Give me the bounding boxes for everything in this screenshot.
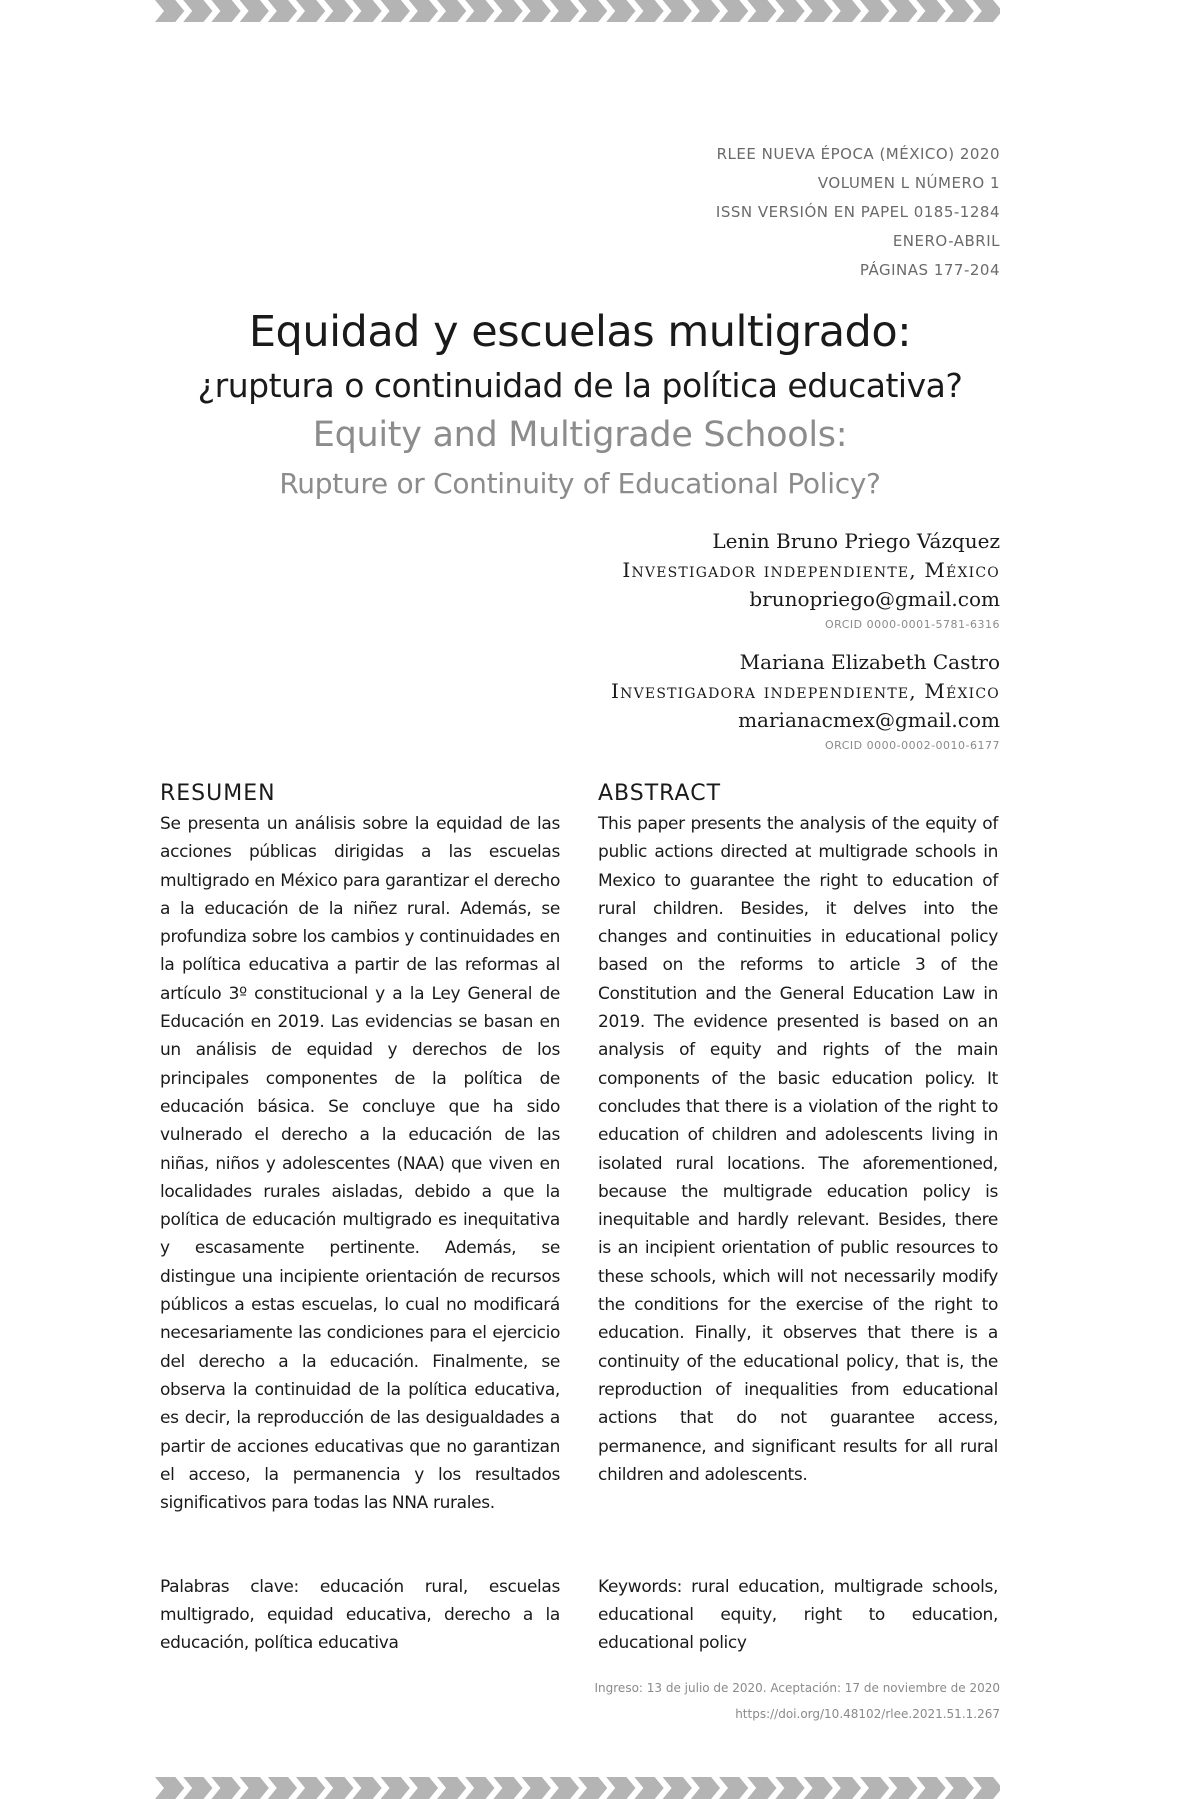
journal-volume: VOLUMEN L NÚMERO 1: [817, 174, 1000, 192]
border-chevron: [465, 1777, 494, 1799]
border-chevron: [409, 1777, 438, 1799]
author-email[interactable]: marianacmex@gmail.com: [738, 708, 1000, 732]
border-chevron: [578, 0, 607, 22]
border-chevron: [860, 1777, 889, 1799]
footer-info: [595, 1675, 1001, 1727]
border-chevron: [945, 0, 974, 22]
border-chevron: [916, 1777, 945, 1799]
border-chevron: [352, 1777, 381, 1799]
article-titles: [0, 304, 1160, 508]
border-chevron: [211, 0, 240, 22]
author-affiliation: Investigadora independiente, México: [611, 679, 1000, 703]
title-spanish: Equidad y escuelas multigrado:: [248, 307, 912, 357]
border-chevron: [183, 0, 212, 22]
border-chevron: [804, 1777, 833, 1799]
border-chevron: [578, 1777, 607, 1799]
author-block: [622, 527, 1000, 636]
journal-name: RLEE NUEVA ÉPOCA (MÉXICO) 2020: [716, 145, 1000, 163]
bottom-decorative-border: [155, 1777, 1000, 1799]
border-chevron: [493, 1777, 522, 1799]
border-chevron: [888, 0, 917, 22]
palabras-clave: Palabras clave: educación rural, escuelas multigrado, equidad educativa, derecho a la educación, política educativa: [160, 1577, 560, 1653]
author-email[interactable]: brunopriego@gmail.com: [749, 587, 1000, 611]
border-chevron: [945, 1777, 974, 1799]
border-chevron: [691, 1777, 720, 1799]
resumen-heading: RESUMEN: [160, 781, 276, 806]
border-chevron: [973, 0, 1000, 22]
border-chevron: [296, 0, 325, 22]
journal-issn: ISSN VERSIÓN EN PAPEL 0185-1284: [715, 203, 1000, 221]
border-chevron: [268, 0, 297, 22]
title-english: Equity and Multigrade Schools:: [312, 415, 848, 455]
border-chevron: [916, 0, 945, 22]
abstract-section: [598, 778, 998, 1489]
border-chevron: [663, 0, 692, 22]
border-chevron: [211, 1777, 240, 1799]
border-chevron: [550, 0, 579, 22]
border-chevron: [155, 1777, 184, 1799]
abstract-text: This paper presents the analysis of the equity of public actions directed at multigrade schools in Mexico to guarantee the right to education of rural children. Besides, it delves into the changes and continuities in educational policy based on the reforms to article 3 of the Constitution and the General Education Law in 2019. The evidence presented is based on an analysis of equity and rights of the main components of the basic education policy. It concludes that there is a violation of the right to education of children and adolescents living in isolated rural locations. The aforementioned, because the multigrade education policy is inequitable and hardly relevant. Besides, there is an incipient orientation of public resources to these schools, which will not necessarily modify the conditions for the exercise of the right to education. Finally, it observes that there is a continuity of the educational policy, that is, the reproduction of inequalities from educational actions that do not guarantee access, permanence, and significant results for all rural children and adolescents.: [598, 814, 998, 1485]
border-chevron: [437, 0, 466, 22]
border-chevron: [804, 0, 833, 22]
abstract-heading: ABSTRACT: [598, 781, 722, 806]
border-chevron: [324, 0, 353, 22]
border-chevron: [352, 0, 381, 22]
author-name: Mariana Elizabeth Castro: [739, 650, 1000, 674]
border-chevron: [832, 1777, 861, 1799]
border-chevron: [691, 0, 720, 22]
border-chevron: [381, 0, 410, 22]
border-chevron: [381, 1777, 410, 1799]
border-chevron: [183, 1777, 212, 1799]
border-chevron: [522, 0, 551, 22]
subtitle-spanish: ¿ruptura o continuidad de la política educativa?: [197, 366, 963, 405]
border-chevron: [747, 0, 776, 22]
border-chevron: [409, 0, 438, 22]
border-chevron: [155, 0, 184, 22]
border-chevron: [973, 1777, 1000, 1799]
author-orcid[interactable]: ORCID 0000-0001-5781-6316: [824, 618, 1000, 631]
border-chevron: [324, 1777, 353, 1799]
border-chevron: [493, 0, 522, 22]
border-chevron: [550, 1777, 579, 1799]
border-chevron: [832, 0, 861, 22]
keywords: Keywords: rural education, multigrade schools, educational equity, right to education, educational policy: [598, 1577, 998, 1653]
border-chevron: [437, 1777, 466, 1799]
border-chevron: [775, 1777, 804, 1799]
border-chevron: [240, 1777, 269, 1799]
border-chevron: [634, 1777, 663, 1799]
resumen-text: Se presenta un análisis sobre la equidad de las acciones públicas dirigidas a las escuelas multigrado en México para garantizar el derecho a la educación de la niñez rural. Además, se profundiza sobre los cambios y continuidades en la política educativa a partir de las reformas al artículo 3º constitucional y a la Ley General de Educación en 2019. Las evidencias se basan en un análisis de equidad y derechos de los principales componentes de la política de educación básica. Se concluye que ha sido vulnerado el derecho a la educación de las niñas, niños y adolescentes (NAA) que viven en localidades rurales aisladas, debido a que la política de educación multigrado es inequitativa y escasamente pertinente. Además, se distingue una incipiente orientación de recursos públicos a estas escuelas, lo cual no modificará necesariamente las condiciones para el ejercicio del derecho a la educación. Finalmente, se observa la continuidad de la política educativa, es decir, la reproducción de las desigualdades a partir de acciones educativas que no garantizan el acceso, la permanencia y los resultados significativos para todas las NNA rurales.: [160, 814, 560, 1514]
border-chevron: [860, 0, 889, 22]
border-chevron: [522, 1777, 551, 1799]
border-chevron: [719, 0, 748, 22]
border-chevron: [240, 0, 269, 22]
journal-header: [716, 140, 1000, 285]
border-chevron: [775, 0, 804, 22]
border-chevron: [465, 0, 494, 22]
author-block: [611, 648, 1000, 757]
border-chevron: [888, 1777, 917, 1799]
author-orcid[interactable]: ORCID 0000-0002-0010-6177: [824, 739, 1000, 752]
border-chevron: [268, 1777, 297, 1799]
border-chevron: [634, 0, 663, 22]
resumen-section: [160, 778, 560, 1517]
border-chevron: [606, 0, 635, 22]
border-chevron: [606, 1777, 635, 1799]
border-chevron: [296, 1777, 325, 1799]
border-chevron: [663, 1777, 692, 1799]
border-chevron: [719, 1777, 748, 1799]
author-affiliation: Investigador independiente, México: [622, 558, 1000, 582]
submission-dates: Ingreso: 13 de julio de 2020. Aceptación: 17 de noviembre de 2020: [594, 1681, 1000, 1695]
doi-link[interactable]: https://doi.org/10.48102/rlee.2021.51.1.267: [735, 1707, 1000, 1721]
journal-period: ENERO-ABRIL: [892, 232, 1000, 250]
author-name: Lenin Bruno Priego Vázquez: [712, 529, 1000, 553]
subtitle-english: Rupture or Continuity of Educational Policy?: [279, 467, 881, 500]
border-chevron: [747, 1777, 776, 1799]
journal-pages: PÁGINAS 177-204: [859, 261, 1000, 279]
top-decorative-border: [155, 0, 1000, 22]
